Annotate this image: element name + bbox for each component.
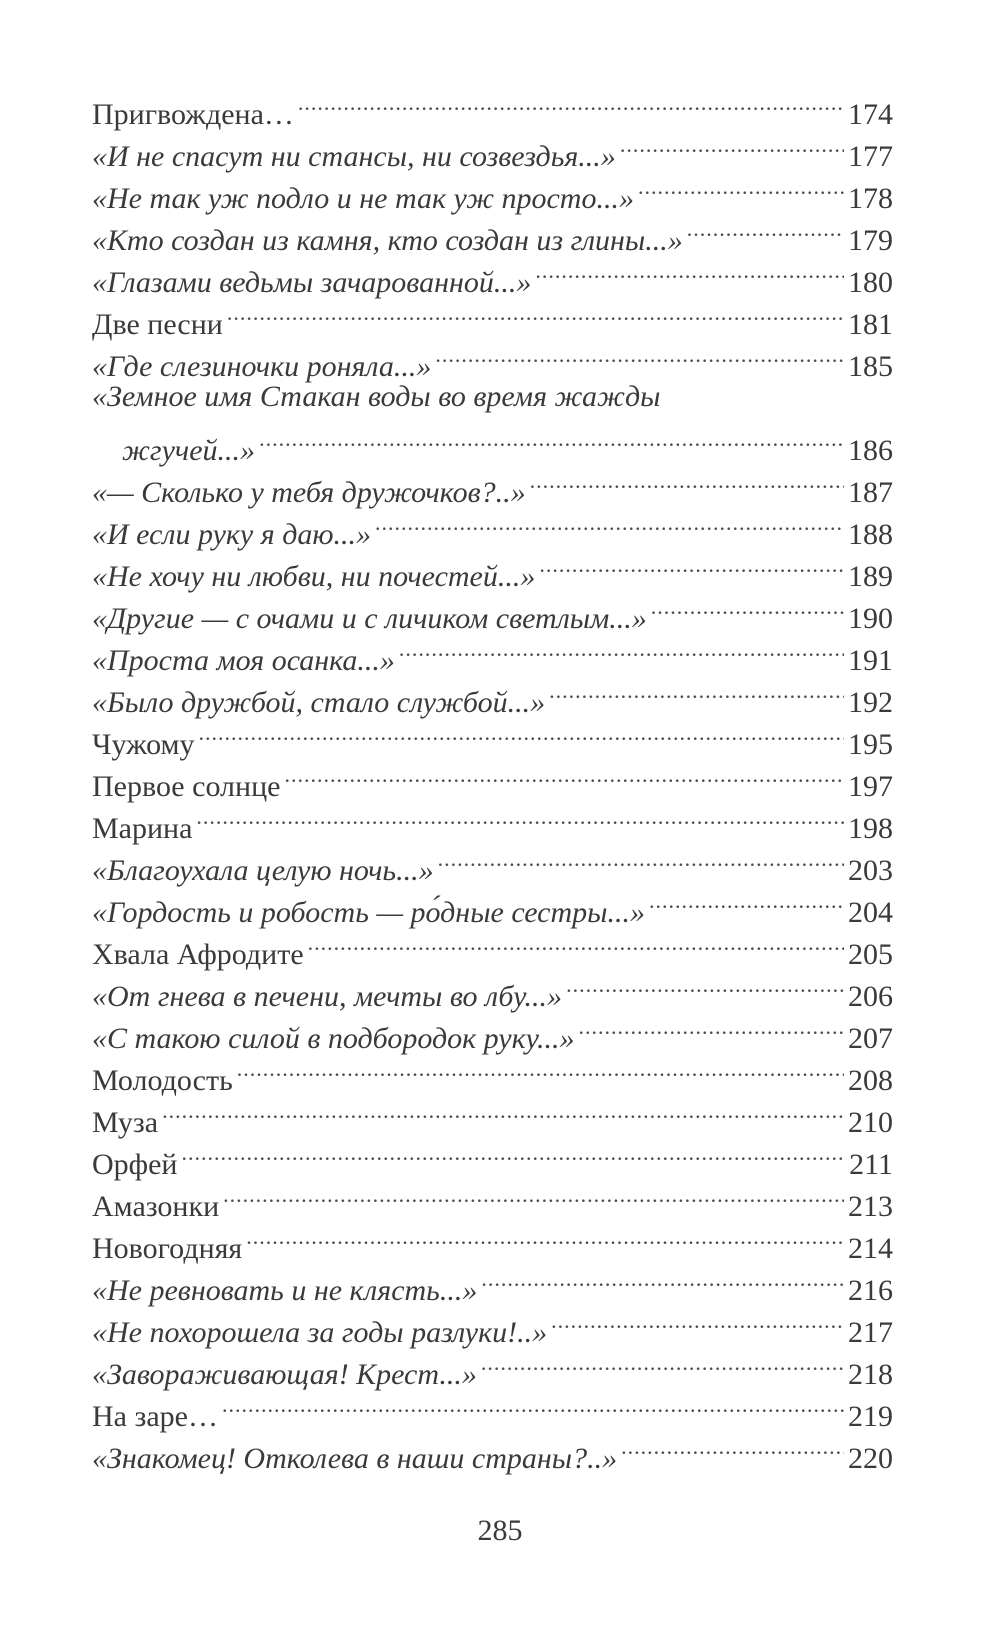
toc-entry-page: 211 bbox=[849, 1148, 893, 1181]
toc-entry-title: Пригвождена… bbox=[92, 98, 294, 131]
toc-entry-continuation bbox=[92, 418, 893, 467]
toc-entry-page: 186 bbox=[848, 434, 893, 467]
dot-leader bbox=[308, 922, 844, 964]
toc-entry-title: «Было дружбой, стало службой...» bbox=[92, 686, 546, 719]
dot-leader bbox=[481, 1342, 844, 1384]
toc-entry-page: 220 bbox=[848, 1442, 893, 1475]
page-number: 285 bbox=[477, 1514, 523, 1547]
toc-entry-title: Марина bbox=[92, 812, 193, 845]
toc-entry-title: «Не хочу ни любви, ни почестей...» bbox=[92, 560, 536, 593]
toc-entry-page: 174 bbox=[848, 98, 893, 131]
dot-leader bbox=[399, 628, 844, 670]
dot-leader bbox=[687, 208, 844, 250]
toc-entry-page: 180 bbox=[848, 266, 893, 299]
toc-entry-page: 197 bbox=[848, 770, 893, 803]
table-of-contents bbox=[92, 82, 893, 1475]
toc-entry-title: «Глазами ведьмы зачарованной...» bbox=[92, 266, 532, 299]
toc-entry-title: Амазонки bbox=[92, 1190, 220, 1223]
toc-entry-page: 207 bbox=[848, 1022, 893, 1055]
toc-entry-page: 214 bbox=[848, 1232, 893, 1265]
toc-entry-page: 218 bbox=[848, 1358, 893, 1391]
dot-leader bbox=[539, 544, 844, 586]
dot-leader bbox=[196, 796, 844, 838]
toc-entry-page: 210 bbox=[848, 1106, 893, 1139]
toc-entry-title: Чужому bbox=[92, 728, 195, 761]
toc-entry-title: «Благоухала целую ночь...» bbox=[92, 854, 434, 887]
toc-entry-title-cont: жгучей...» bbox=[122, 434, 256, 467]
toc-entry bbox=[92, 712, 893, 761]
toc-entry-title: Молодость bbox=[92, 1064, 233, 1097]
toc-entry-page: 189 bbox=[848, 560, 893, 593]
dot-leader bbox=[223, 1174, 844, 1216]
toc-entry-title: Две песни bbox=[92, 308, 223, 341]
dot-leader bbox=[638, 166, 844, 208]
toc-entry bbox=[92, 1132, 893, 1181]
toc-entry-page: 216 bbox=[848, 1274, 893, 1307]
dot-leader bbox=[551, 1300, 844, 1342]
dot-leader bbox=[181, 1132, 845, 1174]
dot-leader bbox=[649, 880, 844, 922]
dot-leader bbox=[651, 586, 844, 628]
dot-leader bbox=[438, 838, 844, 880]
toc-entry bbox=[92, 754, 893, 803]
toc-entry-title: Новогодняя bbox=[92, 1232, 243, 1265]
dot-leader bbox=[227, 292, 844, 334]
dot-leader bbox=[549, 670, 844, 712]
toc-entry-title: «И если руку я даю...» bbox=[92, 518, 372, 551]
toc-entry-title: «С такою силой в подбородок руку...» bbox=[92, 1022, 575, 1055]
toc-entry-page: 204 bbox=[848, 896, 893, 929]
toc-entry-page: 179 bbox=[848, 224, 893, 257]
toc-entry-page: 178 bbox=[848, 182, 893, 215]
dot-leader bbox=[199, 712, 845, 754]
toc-entry-title: «Не так уж подло и не так уж просто...» bbox=[92, 182, 634, 215]
toc-entry-page: 205 bbox=[848, 938, 893, 971]
dot-leader bbox=[375, 502, 844, 544]
toc-entry bbox=[92, 376, 893, 418]
toc-entry-page: 195 bbox=[848, 728, 893, 761]
dot-leader bbox=[620, 124, 844, 166]
toc-entry-page: 190 bbox=[848, 602, 893, 635]
toc-entry-page: 187 bbox=[848, 476, 893, 509]
toc-entry-page: 185 bbox=[848, 350, 893, 383]
dot-leader bbox=[284, 754, 844, 796]
dot-leader bbox=[566, 964, 844, 1006]
toc-entry bbox=[92, 838, 893, 887]
toc-entry-title: Муза bbox=[92, 1106, 159, 1139]
dot-leader bbox=[259, 418, 844, 460]
toc-entry-page: 217 bbox=[848, 1316, 893, 1349]
toc-entry-page: 198 bbox=[848, 812, 893, 845]
toc-entry-title: «От гнева в печени, мечты во лбу...» bbox=[92, 980, 563, 1013]
toc-entry-page: 213 bbox=[848, 1190, 893, 1223]
toc-entry-title: Хвала Афродите bbox=[92, 938, 304, 971]
toc-entry-page: 219 bbox=[848, 1400, 893, 1433]
toc-entry-title: «И не спасут ни стансы, ни созвездья...» bbox=[92, 140, 616, 173]
toc-entry-page: 208 bbox=[848, 1064, 893, 1097]
dot-leader bbox=[530, 460, 844, 502]
toc-entry bbox=[92, 1174, 893, 1223]
toc-entry bbox=[92, 82, 893, 131]
dot-leader bbox=[162, 1090, 844, 1132]
toc-entry-title: «— Сколько у тебя дружочков?..» bbox=[92, 476, 526, 509]
toc-entry-title: «Кто создан из камня, кто создан из глины...» bbox=[92, 224, 683, 257]
toc-entry-page: 181 bbox=[848, 308, 893, 341]
toc-entry bbox=[92, 796, 893, 845]
toc-entry-page: 203 bbox=[848, 854, 893, 887]
toc-entry-title: Первое солнце bbox=[92, 770, 281, 803]
toc-entry-title: На заре… bbox=[92, 1400, 218, 1433]
dot-leader bbox=[481, 1258, 844, 1300]
toc-entry-title: «Гордость и робость — ро́дные сестры...» bbox=[92, 896, 645, 929]
toc-entry-title: Орфей bbox=[92, 1148, 178, 1181]
dot-leader bbox=[298, 82, 844, 124]
toc-entry-title: «Знакомец! Отколева в наши страны?..» bbox=[92, 1442, 618, 1475]
toc-entry-title: «Не ревновать и не клясть...» bbox=[92, 1274, 478, 1307]
dot-leader bbox=[222, 1384, 844, 1426]
dot-leader bbox=[237, 1048, 844, 1090]
toc-entry-title: «Проста моя осанка...» bbox=[92, 644, 395, 677]
toc-entry-page: 191 bbox=[848, 644, 893, 677]
toc-entry-page: 177 bbox=[848, 140, 893, 173]
toc-entry-page: 192 bbox=[848, 686, 893, 719]
toc-entry-title: «Земное имя Стакан воды во время жажды bbox=[92, 380, 661, 413]
dot-leader bbox=[246, 1216, 844, 1258]
dot-leader bbox=[535, 250, 844, 292]
toc-entry-page: 206 bbox=[848, 980, 893, 1013]
toc-entry-title: «Где слезиночки роняла...» bbox=[92, 350, 432, 383]
dot-leader bbox=[579, 1006, 844, 1048]
toc-entry-page: 188 bbox=[848, 518, 893, 551]
toc-entry bbox=[92, 1090, 893, 1139]
toc-entry-title: «Не похорошела за годы разлуки!..» bbox=[92, 1316, 548, 1349]
toc-entry-title: «Завораживающая! Крест...» bbox=[92, 1358, 477, 1391]
dot-leader bbox=[435, 334, 844, 376]
toc-entry-title: «Другие — с очами и с личиком светлым...» bbox=[92, 602, 647, 635]
dot-leader bbox=[621, 1426, 844, 1468]
